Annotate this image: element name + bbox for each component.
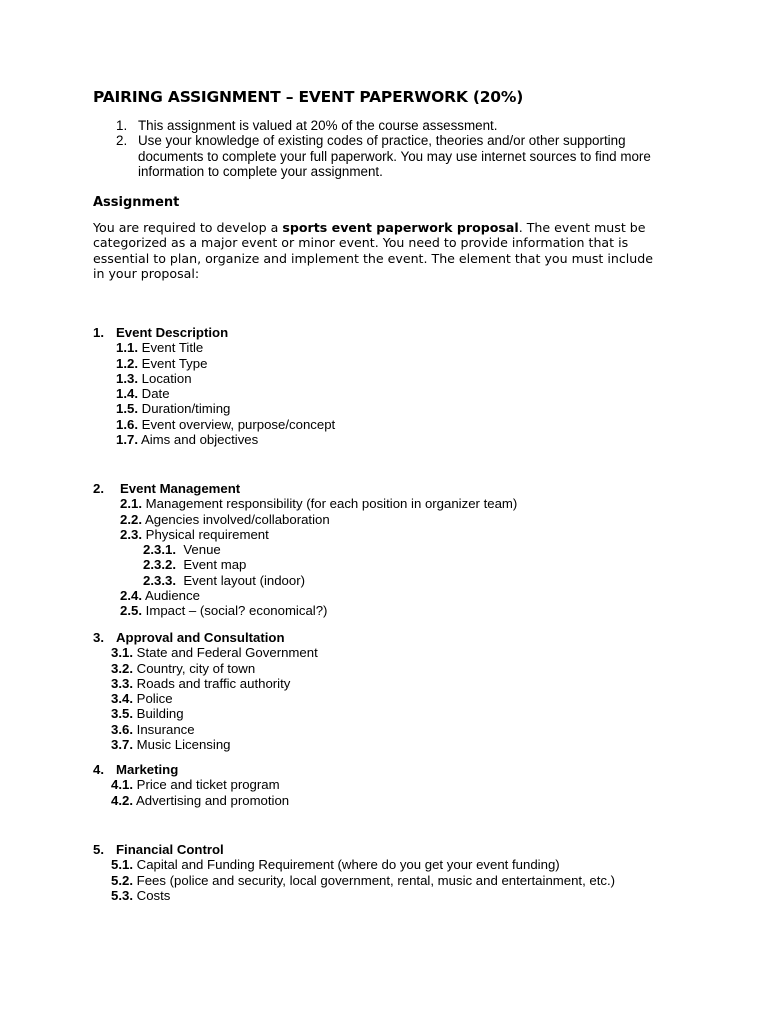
section-marketing bbox=[93, 762, 289, 808]
intro-item bbox=[116, 118, 676, 133]
item-text: Advertising and promotion bbox=[135, 792, 290, 808]
list-item bbox=[93, 496, 517, 511]
para-bold-text: sports event paperwork proposal bbox=[282, 220, 519, 235]
item-number: 1.4. bbox=[116, 386, 138, 402]
item-number: 3.6. bbox=[111, 721, 133, 737]
item-text: Agencies involved/collaboration bbox=[144, 511, 330, 527]
item-text: Aims and objectives bbox=[140, 432, 259, 448]
list-item bbox=[93, 417, 335, 432]
item-text: Audience bbox=[144, 588, 200, 604]
item-text: Roads and traffic authority bbox=[136, 675, 291, 691]
item-number: 4.1. bbox=[111, 777, 133, 793]
list-item bbox=[93, 706, 318, 721]
item-text: Police bbox=[136, 691, 173, 707]
intro-list bbox=[116, 118, 676, 179]
list-item bbox=[93, 340, 335, 355]
item-number: 3.4. bbox=[111, 691, 133, 707]
section-heading bbox=[93, 630, 318, 645]
intro-item bbox=[116, 133, 676, 179]
list-item bbox=[93, 661, 318, 676]
item-number: 3.7. bbox=[111, 737, 133, 753]
intro-item-text: This assignment is valued at 20% of the course assessment. bbox=[138, 118, 498, 133]
section-number: 4. bbox=[93, 762, 104, 777]
list-item bbox=[93, 888, 615, 903]
section-event-description bbox=[93, 325, 335, 447]
list-item bbox=[93, 793, 289, 808]
section-title: Financial Control bbox=[116, 842, 224, 857]
intro-item-text: Use your knowledge of existing codes of practice, theories and/or other supporting documents to complete your full paperwork. You may use internet sources to find more information to complete your assignment. bbox=[138, 133, 651, 179]
section-event-management bbox=[93, 481, 517, 619]
item-text: Country, city of town bbox=[136, 660, 256, 676]
list-item bbox=[93, 371, 335, 386]
list-item bbox=[93, 645, 318, 660]
section-heading bbox=[93, 762, 289, 777]
para-text: . The event must be categorized as a major event or minor event. You need to provide information that is essential to plan, organize and implement the event. The element that you must include in your proposal: bbox=[93, 220, 653, 282]
intro-item-number: 2. bbox=[116, 133, 128, 149]
section-number: 5. bbox=[93, 842, 104, 857]
list-item bbox=[93, 386, 335, 401]
item-number: 2.3.2. bbox=[143, 557, 176, 573]
section-financial-control bbox=[93, 842, 615, 903]
item-text: Location bbox=[141, 370, 192, 386]
list-subitem bbox=[93, 573, 517, 588]
section-title: Approval and Consultation bbox=[116, 630, 285, 645]
item-text: Event Type bbox=[141, 355, 208, 371]
item-text: Event Title bbox=[141, 340, 204, 356]
section-heading bbox=[93, 325, 335, 340]
item-text: Impact – (social? economical?) bbox=[145, 603, 328, 619]
section-title: Event Management bbox=[120, 481, 241, 496]
item-text: Capital and Funding Requirement (where do you get your event funding) bbox=[136, 857, 560, 873]
item-number: 2.5. bbox=[120, 603, 142, 619]
item-text: Costs bbox=[136, 887, 171, 903]
list-item bbox=[93, 737, 318, 752]
list-item bbox=[93, 432, 335, 447]
list-item bbox=[93, 691, 318, 706]
item-text: Music Licensing bbox=[136, 737, 231, 753]
list-item bbox=[93, 356, 335, 371]
list-item bbox=[93, 873, 615, 888]
item-text: Management responsibility (for each position in organizer team) bbox=[145, 496, 518, 512]
item-text: Physical requirement bbox=[145, 526, 269, 542]
section-number: 3. bbox=[93, 630, 104, 645]
item-number: 3.2. bbox=[111, 660, 133, 676]
item-number: 2.4. bbox=[120, 588, 142, 604]
assignment-paragraph bbox=[93, 220, 663, 282]
item-number: 3.1. bbox=[111, 645, 133, 661]
item-number: 1.1. bbox=[116, 340, 138, 356]
item-text: State and Federal Government bbox=[136, 645, 318, 661]
list-item bbox=[93, 857, 615, 872]
list-item bbox=[93, 603, 517, 618]
list-item bbox=[93, 527, 517, 542]
item-text: Event map bbox=[183, 557, 247, 573]
section-approval-consultation bbox=[93, 630, 318, 752]
item-text: Insurance bbox=[136, 721, 195, 737]
para-text: You are required to develop a bbox=[93, 220, 283, 235]
list-subitem bbox=[93, 557, 517, 572]
section-number: 1. bbox=[93, 325, 104, 340]
item-number: 5.2. bbox=[111, 872, 133, 888]
item-text: Building bbox=[136, 706, 184, 722]
list-item bbox=[93, 512, 517, 527]
list-item bbox=[93, 722, 318, 737]
assignment-heading: Assignment bbox=[93, 195, 180, 210]
item-number: 2.3.3. bbox=[143, 572, 176, 588]
section-heading bbox=[93, 481, 517, 496]
list-item bbox=[93, 676, 318, 691]
item-text: Price and ticket program bbox=[136, 777, 280, 793]
page-title: PAIRING ASSIGNMENT – EVENT PAPERWORK (20%) bbox=[93, 88, 524, 106]
item-number: 1.2. bbox=[116, 355, 138, 371]
item-number: 3.3. bbox=[111, 675, 133, 691]
item-text: Duration/timing bbox=[141, 401, 231, 417]
item-text: Event overview, purpose/concept bbox=[141, 416, 336, 432]
item-number: 3.5. bbox=[111, 706, 133, 722]
item-number: 1.6. bbox=[116, 416, 138, 432]
item-text: Event layout (indoor) bbox=[183, 572, 306, 588]
item-number: 4.2. bbox=[111, 792, 133, 808]
section-title: Event Description bbox=[116, 325, 229, 340]
item-number: 1.7. bbox=[116, 432, 138, 448]
item-number: 1.3. bbox=[116, 370, 138, 386]
item-number: 2.3.1. bbox=[143, 542, 176, 558]
item-text: Date bbox=[141, 386, 170, 402]
section-heading bbox=[93, 842, 615, 857]
list-item bbox=[93, 401, 335, 416]
item-number: 2.1. bbox=[120, 496, 142, 512]
item-number: 5.1. bbox=[111, 857, 133, 873]
section-number: 2. bbox=[93, 481, 104, 496]
list-item bbox=[93, 777, 289, 792]
section-title: Marketing bbox=[116, 762, 179, 777]
intro-item-number: 1. bbox=[116, 118, 128, 133]
list-item bbox=[93, 588, 517, 603]
item-number: 2.3. bbox=[120, 526, 142, 542]
item-text: Fees (police and security, local government, rental, music and entertainment, etc.) bbox=[136, 872, 616, 888]
list-subitem bbox=[93, 542, 517, 557]
item-text: Venue bbox=[183, 542, 221, 558]
item-number: 2.2. bbox=[120, 511, 142, 527]
item-number: 5.3. bbox=[111, 887, 133, 903]
item-number: 1.5. bbox=[116, 401, 138, 417]
